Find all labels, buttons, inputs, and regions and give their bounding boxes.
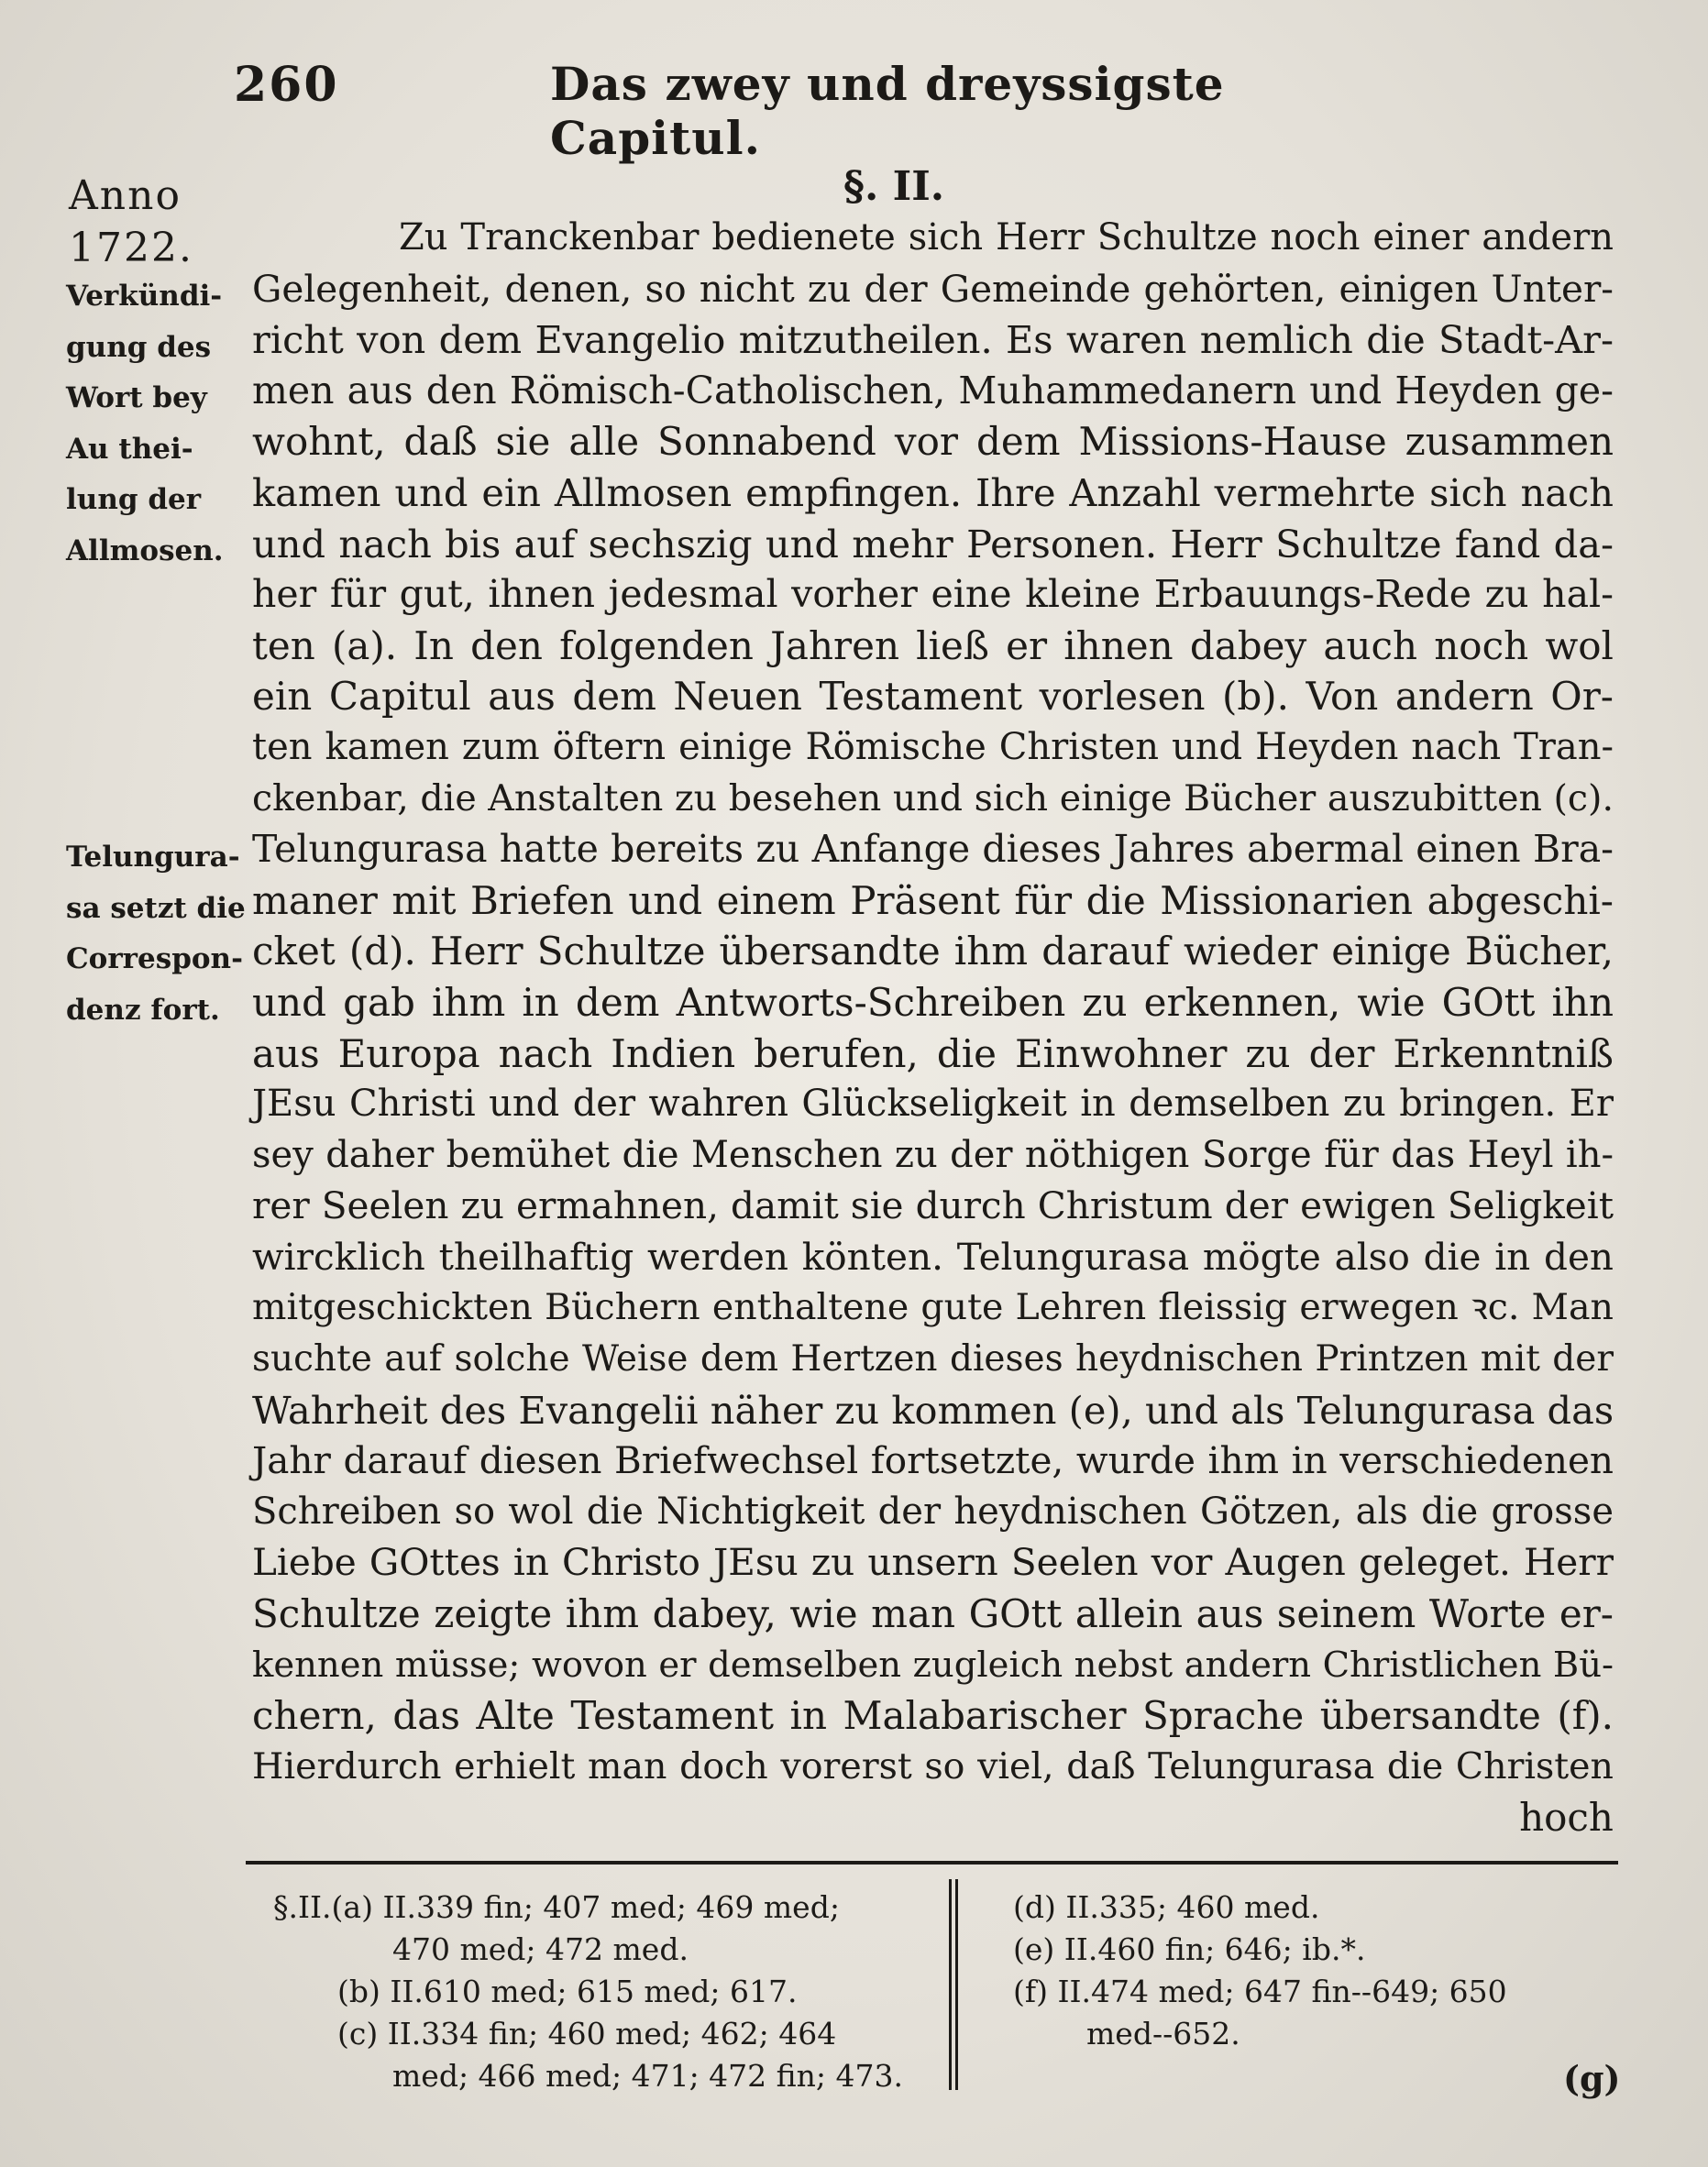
body-text xyxy=(252,213,1614,1843)
text-line: Schreiben so wol die Nichtigkeit der heydnischen Götzen, als die grosse xyxy=(252,1490,1614,1533)
text-line: her für gut, ihnen jedesmal vorher eine kleine Erbauungs-Rede zu hal- xyxy=(252,572,1614,617)
section-title: §. II. xyxy=(843,163,945,210)
margin-note-line: Wort bey xyxy=(66,381,207,415)
margin-note-line: Telungura- xyxy=(66,841,240,874)
text-line: Gelegenheit, denen, so nicht zu der Gemeinde gehörten, einigen Unter- xyxy=(252,266,1614,311)
text-line: richt von dem Evangelio mitzutheilen. Es waren nemlich die Stadt-Ar- xyxy=(252,317,1614,363)
text-line: wohnt, daß sie alle Sonnabend vor dem Missions-Hause zusammen xyxy=(252,419,1614,465)
text-line: ein Capitul aus dem Neuen Testament vorlesen (b). Von andern Or- xyxy=(252,674,1614,720)
text-line: und nach bis auf sechszig und mehr Personen. Herr Schultze fand da- xyxy=(252,521,1614,566)
page-number: 260 xyxy=(234,57,339,113)
margin-note-line: Verkündi- xyxy=(66,280,223,313)
text-line: Zu Tranckenbar bedienete sich Herr Schultze noch einer andern xyxy=(399,216,1614,258)
margin-note-line: lung der xyxy=(66,483,202,517)
margin-note-line: Allmosen. xyxy=(66,534,224,567)
text-line: ten (a). In den folgenden Jahren ließ er ihnen dabey auch noch wol xyxy=(252,622,1614,668)
text-line: und gab ihm in dem Antworts-Schreiben zu erkennen, wie GOtt ihn xyxy=(252,979,1614,1025)
text-line: maner mit Briefen und einem Präsent für die Missionarien abgeschi- xyxy=(252,877,1614,923)
text-line: men aus den Römisch-Catholischen, Muhammedanern und Heyden ge- xyxy=(252,368,1614,412)
text-line: aus Europa nach Indien berufen, die Einwohner zu der Erkenntniß xyxy=(252,1030,1614,1076)
text-line: Liebe GOttes in Christo JEsu zu unsern Seelen vor Augen geleget. Herr xyxy=(252,1540,1614,1585)
text-line: Telungurasa hatte bereits zu Anfange dieses Jahres abermal einen Bra- xyxy=(252,827,1614,872)
text-line: chern, das Alte Testament in Malabarischer Sprache übersandte (f). xyxy=(252,1693,1614,1739)
text-line: rer Seelen zu ermahnen, damit sie durch Christum der ewigen Seligkeit xyxy=(252,1183,1614,1228)
page-header xyxy=(234,57,1426,165)
catchword: (g) xyxy=(1563,2058,1621,2099)
text-line: wircklich theilhaftig werden könten. Telungurasa mögte also die in den xyxy=(252,1234,1614,1279)
footnote-line: (e) II.460 fin; 646; ib.*. xyxy=(1013,1931,1366,1967)
running-title: Das zwey und dreyssigste Capitul. xyxy=(550,57,1225,165)
text-line: ten kamen zum öftern einige Römische Christen und Heyden nach Tran- xyxy=(252,725,1614,768)
text-line: cket (d). Herr Schultze übersandte ihm darauf wieder einige Bücher, xyxy=(252,929,1614,974)
footnote-line: (b) II.610 med; 615 med; 617. xyxy=(337,1974,798,2009)
margin-note-line: Au thei- xyxy=(66,432,193,466)
footnote-line: med; 466 med; 471; 472 fin; 473. xyxy=(392,2058,904,2094)
margin-note-correspondence xyxy=(66,832,249,1036)
text-line: Jahr darauf diesen Briefwechsel fortsetzte, wurde ihm in verschiedenen xyxy=(252,1438,1614,1483)
text-line: mitgeschickten Büchern enthaltene gute Lehren fleissig erwegen ꝛc. Man xyxy=(252,1286,1614,1329)
text-line: kamen und ein Allmosen empfingen. Ihre Anzahl vermehrte sich nach xyxy=(252,469,1614,515)
footnote-line: §.II.(a) II.339 fin; 407 med; 469 med; xyxy=(273,1889,840,1925)
footnote-line: (c) II.334 fin; 460 med; 462; 464 xyxy=(337,2016,837,2052)
footnote-line: 470 med; 472 med. xyxy=(392,1931,689,1967)
text-line-catch: hoch xyxy=(1519,1795,1614,1841)
margin-note-line: Correspon- xyxy=(66,942,243,976)
text-line: JEsu Christi und der wahren Glückseligkeit in demselben zu bringen. Er xyxy=(252,1083,1614,1126)
text-line: sey daher bemühet die Menschen zu der nöthigen Sorge für das Heyl ih- xyxy=(252,1133,1614,1176)
footnotes-left xyxy=(273,1886,933,2097)
margin-note-line: gung des xyxy=(66,330,212,364)
margin-year-label: Anno xyxy=(69,172,182,219)
text-line: Hierdurch erhielt man doch vorerst so viel, daß Telungurasa die Christen xyxy=(252,1744,1614,1788)
text-line: Wahrheit des Evangelii näher zu kommen (e), und als Telungurasa das xyxy=(252,1387,1614,1433)
margin-note-line: denz fort. xyxy=(66,993,220,1027)
footnote-line: med--652. xyxy=(1086,2016,1240,2052)
text-line: kennen müsse; wovon er demselben zugleich nebst andern Christlichen Bü- xyxy=(252,1644,1614,1686)
margin-year-value: 1722. xyxy=(69,225,193,271)
footnote-line: (d) II.335; 460 med. xyxy=(1013,1889,1320,1925)
footnote-column-divider xyxy=(949,1879,958,2090)
text-line: ckenbar, die Anstalten zu besehen und sich einige Bücher auszubitten (c). xyxy=(252,776,1614,820)
text-line: Schultze zeigte ihm dabey, wie man GOtt allein aus seinem Worte er- xyxy=(252,1591,1614,1637)
footnotes-right xyxy=(1013,1886,1618,2055)
text-line: suchte auf solche Weise dem Hertzen dieses heydnischen Printzen mit der xyxy=(252,1338,1614,1380)
footnote-line: (f) II.474 med; 647 fin--649; 650 xyxy=(1013,1974,1507,2009)
margin-note-alms xyxy=(66,271,249,578)
margin-note-line: sa setzt die xyxy=(66,891,246,925)
footnote-rule xyxy=(246,1861,1618,1864)
